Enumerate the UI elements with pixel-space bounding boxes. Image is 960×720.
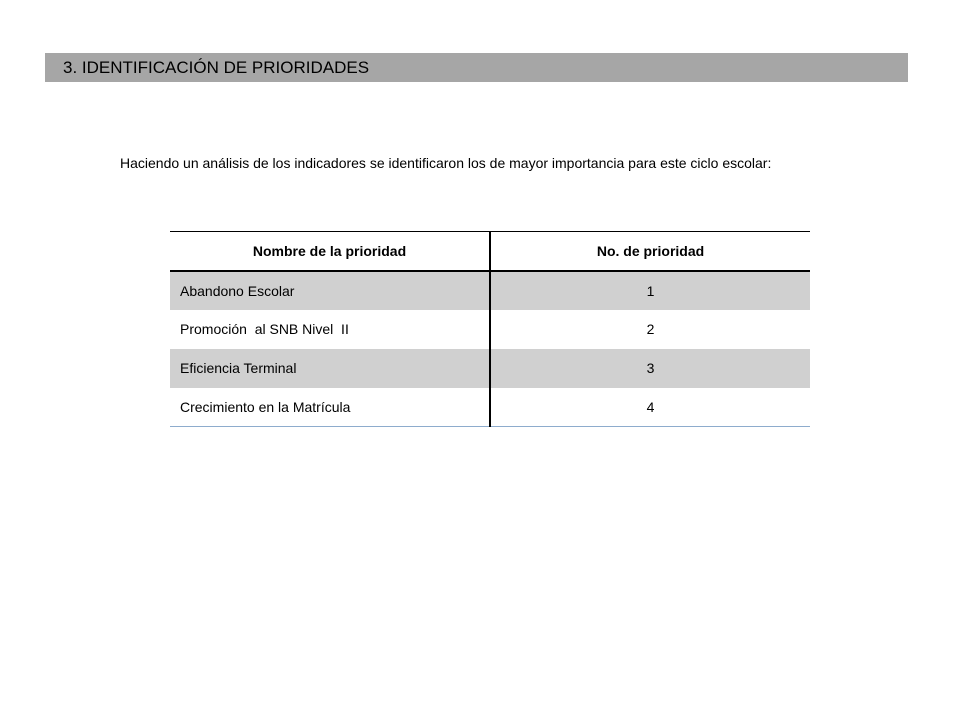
- priority-name-cell: Crecimiento en la Matrícula: [170, 388, 490, 427]
- priority-name-cell: Eficiencia Terminal: [170, 349, 490, 388]
- header-priority-number: No. de prioridad: [490, 232, 810, 271]
- priority-number-cell: 4: [490, 388, 810, 427]
- priority-number-cell: 2: [646, 321, 655, 337]
- priority-number-cell: 3: [490, 349, 810, 388]
- priorities-table: [170, 231, 810, 427]
- table-row: [170, 349, 810, 388]
- table-row: [170, 310, 810, 349]
- intro-paragraph: Haciendo un análisis de los indicadores se identificaron los de mayor importancia para este ciclo escolar:: [120, 155, 772, 171]
- priority-number-cell: 1: [490, 271, 810, 310]
- priority-name-cell: Abandono Escolar: [170, 271, 490, 310]
- table-header-row: [170, 232, 810, 271]
- header-priority-name: Nombre de la prioridad: [170, 232, 490, 271]
- priority-name-cell: Promoción al SNB Nivel II: [170, 310, 490, 349]
- table-row: [170, 388, 810, 427]
- section-title: 3. IDENTIFICACIÓN DE PRIORIDADES: [45, 53, 908, 82]
- table-row: [170, 271, 810, 310]
